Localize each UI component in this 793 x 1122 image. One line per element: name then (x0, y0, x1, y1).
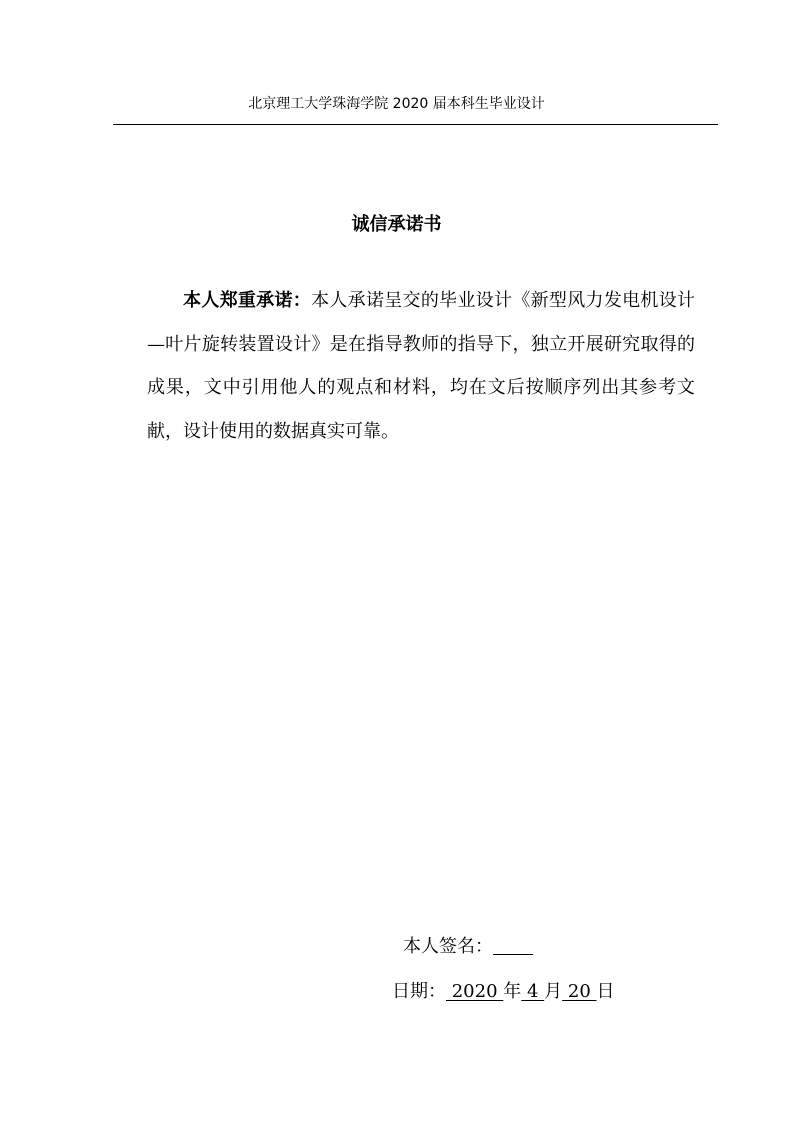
date-month: 4 (521, 981, 545, 1002)
date-day: 20 (562, 981, 597, 1002)
date-month-unit: 月 (544, 981, 563, 1002)
header-divider (113, 124, 718, 125)
pledge-lead: 本人郑重承诺： (183, 290, 312, 311)
date-day-unit: 日 (596, 981, 615, 1002)
signature-blank (493, 936, 533, 955)
page-header: 北京理工大学珠海学院 2020 届本科生毕业设计 (248, 96, 545, 112)
pledge-body: 本人承诺呈交的毕业设计《新型风力发电机设计—叶片旋转装置设计》是在指导教师的指导下，独立开展研究取得的成果，文中引用他人的观点和材料，均在文后按顺序列出其参考文献，设计使用的数据真实可靠。 (147, 290, 696, 442)
pledge-paragraph (147, 279, 695, 453)
date-label: 日期： (392, 981, 446, 1002)
document-title: 诚信承诺书 (351, 214, 442, 235)
date-line (392, 978, 615, 1006)
date-year: 2020 (446, 981, 504, 1002)
signature-label: 本人签名： (403, 936, 493, 957)
signature-line (403, 933, 533, 961)
date-year-unit: 年 (503, 981, 522, 1002)
